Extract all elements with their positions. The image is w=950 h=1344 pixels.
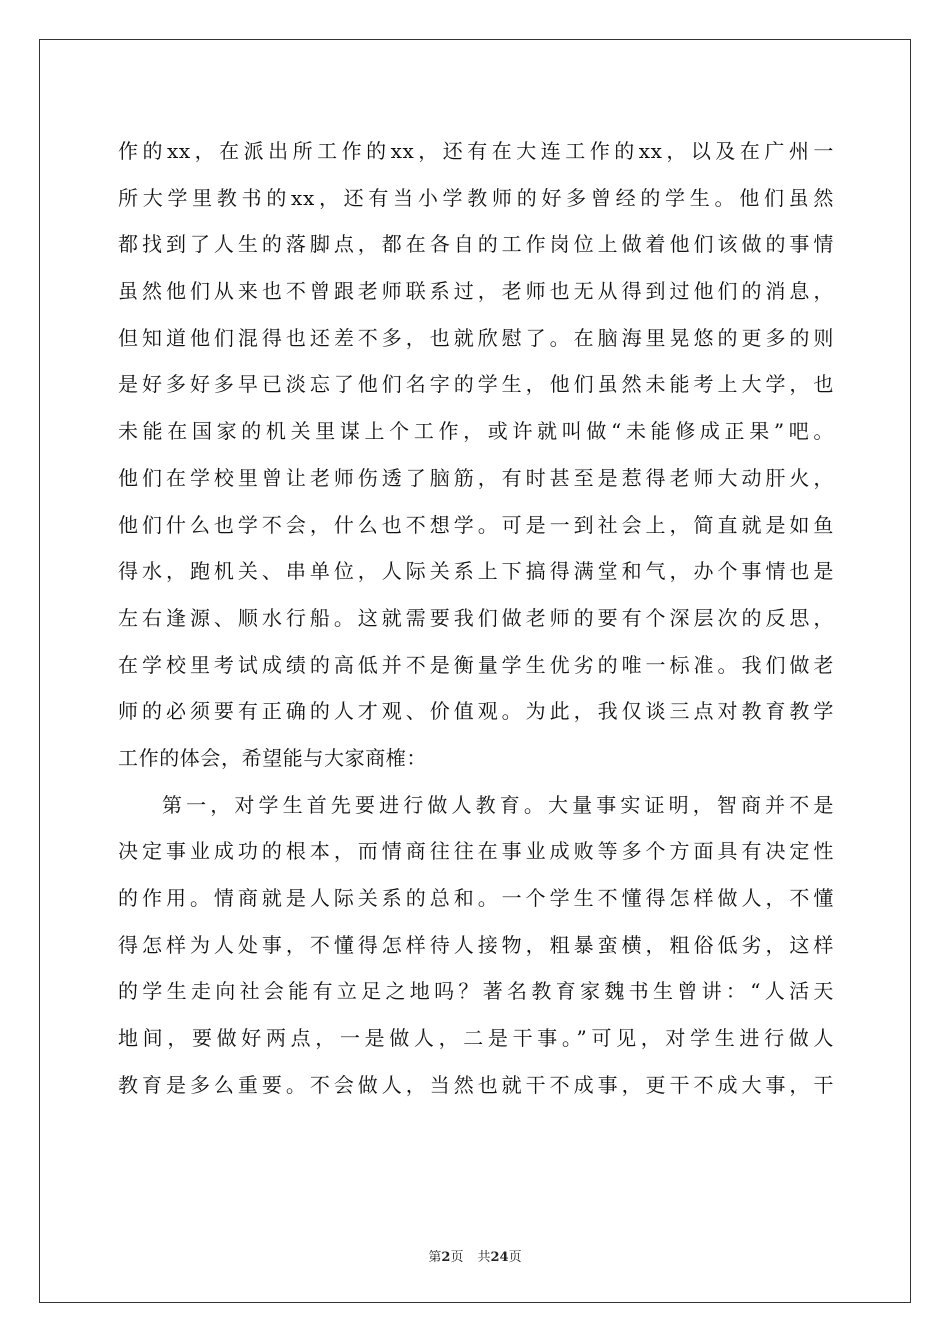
page-number: 2 xyxy=(441,1250,451,1265)
total-suffix: 页 xyxy=(508,1250,522,1265)
text-line: 得水，跑机关、串单位，人际关系上下搞得满堂和气，办个事情也是 xyxy=(118,559,834,584)
text-line: 在学校里考试成绩的高低并不是衡量学生优劣的唯一标准。我们做老 xyxy=(118,652,834,677)
text-line: 他们什么也学不会，什么也不想学。可是一到社会上，简直就是如鱼 xyxy=(118,512,834,537)
text-line: 左右逢源、顺水行船。这就需要我们做老师的要有个深层次的反思， xyxy=(118,605,834,630)
page-suffix: 页 xyxy=(450,1250,464,1265)
text-line: 决定事业成功的根本，而情商往往在事业成败等多个方面具有决定性 xyxy=(118,839,834,864)
text-line: 工作的体会，希望能与大家商榷： xyxy=(118,745,427,770)
text-line: 虽然他们从来也不曾跟老师联系过，老师也无从得到过他们的消息， xyxy=(118,279,834,304)
text-line: 的学生走向社会能有立足之地吗？著名教育家魏书生曾讲：“人活天 xyxy=(118,979,834,1004)
text-line: 教育是多么重要。不会做人，当然也就干不成事，更干不成大事，干 xyxy=(118,1072,834,1097)
text-line: 所大学里教书的xx，还有当小学教师的好多曾经的学生。他们虽然 xyxy=(118,185,834,210)
text-line: 但知道他们混得也还差不多，也就欣慰了。在脑海里晃悠的更多的则 xyxy=(118,325,834,350)
text-line: 地间，要做好两点，一是做人，二是干事。”可见，对学生进行做人 xyxy=(118,1026,834,1051)
total-prefix: 共 xyxy=(477,1250,491,1265)
paragraph-first-line: 第一，对学生首先要进行做人教育。大量事实证明，智商并不是 xyxy=(162,792,834,817)
total-pages: 24 xyxy=(490,1250,509,1265)
text-line: 都找到了人生的落脚点，都在各自的工作岗位上做着他们该做的事情 xyxy=(118,232,834,257)
text-line: 得怎样为人处事，不懂得怎样待人接物，粗暴蛮横，粗俗低劣，这样 xyxy=(118,932,834,957)
text-line: 是好多好多早已淡忘了他们名字的学生，他们虽然未能考上大学，也 xyxy=(118,372,834,397)
text-line: 师的必须要有正确的人才观、价值观。为此，我仅谈三点对教育教学 xyxy=(118,699,834,724)
text-line: 未能在国家的机关里谋上个工作，或许就叫做“未能修成正果”吧。 xyxy=(118,419,834,444)
page-prefix: 第 xyxy=(428,1250,442,1265)
text-line: 作的xx，在派出所工作的xx，还有在大连工作的xx，以及在广州一 xyxy=(118,139,834,163)
page-footer xyxy=(0,1246,950,1265)
body-text xyxy=(118,128,834,1108)
text-line: 他们在学校里曾让老师伤透了脑筋，有时甚至是惹得老师大动肝火， xyxy=(118,465,834,490)
text-line: 的作用。情商就是人际关系的总和。一个学生不懂得怎样做人，不懂 xyxy=(118,886,834,910)
